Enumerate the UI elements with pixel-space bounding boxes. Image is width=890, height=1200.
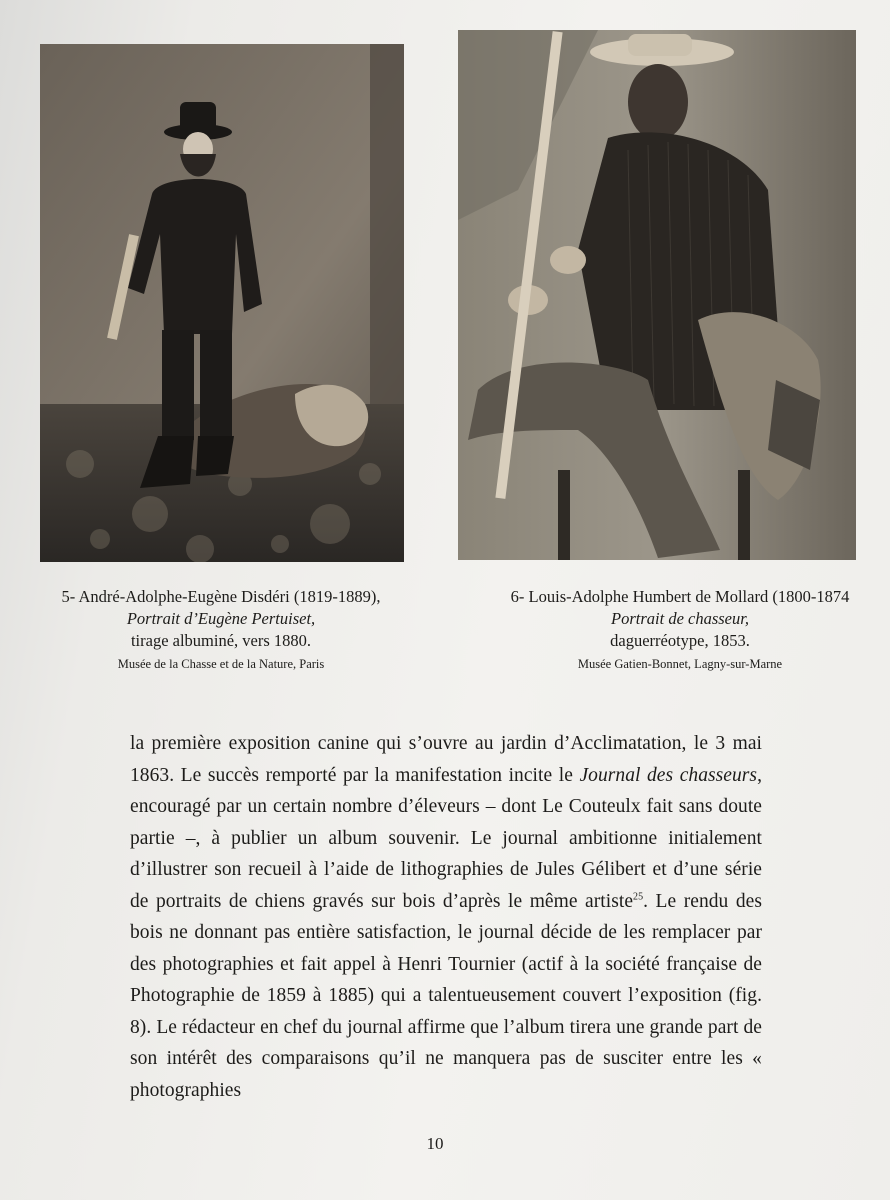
body-paragraph xyxy=(130,728,762,1106)
figure-6-caption xyxy=(440,586,890,674)
figure-5-photo xyxy=(40,44,404,562)
footnote-reference[interactable]: 25 xyxy=(633,891,644,902)
figure-6-collection: Musée Gatien-Bonnet, Lagny-sur-Marne xyxy=(577,657,783,671)
figure-5-technique: tirage albuminé, vers 1880. xyxy=(130,631,312,650)
body-text-part-2: , encouragé par un certain nombre d’éleveurs – dont Le Couteulx fait sans doute partie –, à publier un album souvenir. Le journal ambitionne initialement d’illustrer son recueil à l’aide de lithographies de Jules Gélibert et d’une série de portraits de chiens gravés sur bois d’après le même artiste xyxy=(130,764,762,912)
paragraph-text xyxy=(130,728,762,1106)
figure-5-work: Portrait d’Eugène Pertuiset, xyxy=(126,609,316,628)
journal-title: Journal des chasseurs xyxy=(579,764,758,786)
body-text-part-1: la première exposition canine qui s’ouvre au jardin d’Acclimatation, le 3 mai 1863. Le succès remporté par la manifestation incite le xyxy=(130,733,762,786)
hunter-with-tiger-skin-image xyxy=(40,44,404,562)
seated-hunter-image xyxy=(458,30,856,560)
figure-6-technique: daguerréotype, 1853. xyxy=(610,631,750,650)
figure-5-title: 5- André-Adolphe-Eugène Disdéri (1819-1889), xyxy=(61,587,381,606)
body-text-part-3: . Le rendu des bois ne donnant pas entière satisfaction, le journal décide de les remplacer par des photographies et fait appel à Henri Tournier (actif à la société française de Photographie de 1859 à 1885) qui a talentueusement couvert l’exposition (fig. 8). Le rédacteur en chef du journal affirme que l’album tirera une grande part de son intérêt des comparaisons qu’il ne manquera pas de susciter entre les « photographies xyxy=(130,890,762,1101)
figure-5-caption xyxy=(24,586,418,674)
page-number: 10 xyxy=(426,1134,444,1153)
figure-6-photo xyxy=(458,30,856,560)
figure-6-work: Portrait de chasseur, xyxy=(611,609,749,628)
figure-5-collection: Musée de la Chasse et de la Nature, Paris xyxy=(117,657,325,671)
figure-6-title: 6- Louis-Adolphe Humbert de Mollard (1800-1874 xyxy=(510,587,850,606)
